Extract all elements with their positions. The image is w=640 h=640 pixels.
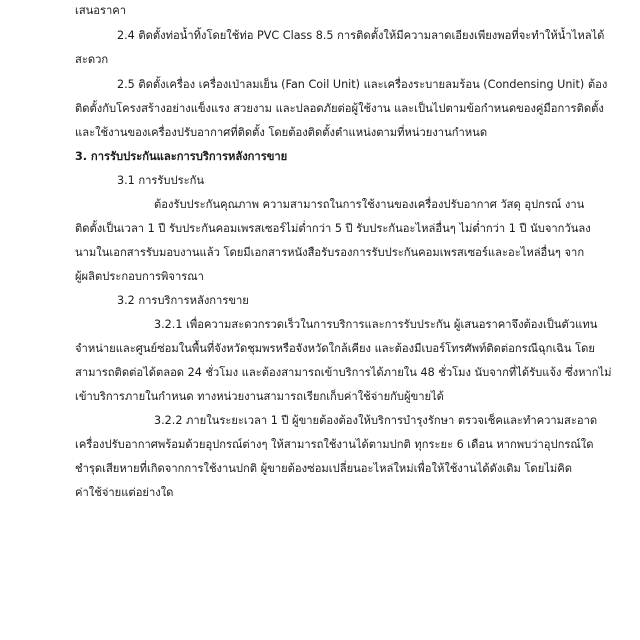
text-line: 3.2.2 ภายในระยะเวลา 1 ปี ผู้ขายต้องต้องให้บริการบำรุงรักษา ตรวจเช็คและทำความสะอาด [154, 414, 598, 427]
subsection-heading: 3.2 การบริการหลังการขาย [117, 294, 249, 307]
text-line: ต้องรับประกันคุณภาพ ความสามารถในการใช้งานของเครื่องปรับอากาศ วัสดุ อุปกรณ์ งาน [154, 198, 585, 211]
text-line: 2.4 ติดตั้งท่อน้ำทิ้งโดยใช้ท่อ PVC Class 8.5 การติดตั้งให้มีความลาดเอียงเพียงพอที่จะทำให้น้ำไหลได้ [117, 29, 605, 42]
text-line: ติดตั้งเป็นเวลา 1 ปี รับประกันคอมเพรสเซอร์ไม่ต่ำกว่า 5 ปี รับประกันอะไหล่อื่นๆ ไม่ต่ำกว่า 1 ปี นับจากวันลง [75, 222, 591, 235]
text-line: ชำรุดเสียหายที่เกิดจากการใช้งานปกติ ผู้ขายต้องซ่อมเปลี่ยนอะไหล่ใหม่เพื่อให้ใช้งานได้ดังเดิม โดยไม่คิด [75, 462, 573, 475]
text-line: สะดวก [75, 53, 109, 66]
text-line: 3.2.1 เพื่อความสะดวกรวดเร็วในการบริการและการรับประกัน ผู้เสนอราคาจึงต้องเป็นตัวแทน [154, 318, 598, 331]
text-line: และใช้งานของเครื่องปรับอากาศที่ติดตั้ง โดยต้องติดตั้งตำแหน่งตามที่หน่วยงานกำหนด [75, 126, 488, 139]
text-line: เครื่องปรับอากาศพร้อมด้วยอุปกรณ์ต่างๆ ให้สามารถใช้งานได้ตามปกติ ทุกระยะ 6 เดือน หากพบว่าอุปกรณ์ใด [75, 438, 594, 451]
text-line: เข้าบริการภายในกำหนด ทางหน่วยงานสามารถเรียกเก็บค่าใช้จ่ายกับผู้ขายได้ [75, 390, 444, 403]
text-line: ติดตั้งกับโครงสร้างอย่างแข็งแรง สวยงาม และปลอดภัยต่อผู้ใช้งาน และเป็นไปตามข้อกำหนดของคู่มือการติดตั้ง [75, 102, 604, 115]
subsection-heading: 3.1 การรับประกัน [117, 174, 205, 187]
text-line: ผู้ผลิตประกอบการพิจารณา [75, 270, 204, 283]
section-heading: 3. การรับประกันและการบริการหลังการขาย [75, 150, 288, 163]
text-line: ค่าใช้จ่ายแต่อย่างใด [75, 486, 174, 499]
text-line: 2.5 ติดตั้งเครื่อง เครื่องเป่าลมเย็น (Fan Coil Unit) และเครื่องระบายลมร้อน (Condensing Unit) ต้อง [117, 78, 608, 91]
text-line: เสนอราคา [75, 4, 127, 17]
text-line: นามในเอกสารรับมอบงานแล้ว โดยมีเอกสารหนังสือรับรองการรับประกันคอมเพรสเซอร์และอะไหล่อื่นๆ จาก [75, 246, 585, 259]
text-line: สามารถติดต่อได้ตลอด 24 ชั่วโมง และต้องสามารถเข้าบริการได้ภายใน 48 ชั่วโมง นับจากที่ได้รับแจ้ง ซึ่งหากไม่ [75, 366, 612, 379]
text-line: จำหน่ายและศูนย์ซ่อมในพื้นที่จังหวัดชุมพรหรือจังหวัดใกล้เคียง และต้องมีเบอร์โทรศัพท์ติดต่อกรณีฉุกเฉิน โดย [75, 342, 595, 355]
